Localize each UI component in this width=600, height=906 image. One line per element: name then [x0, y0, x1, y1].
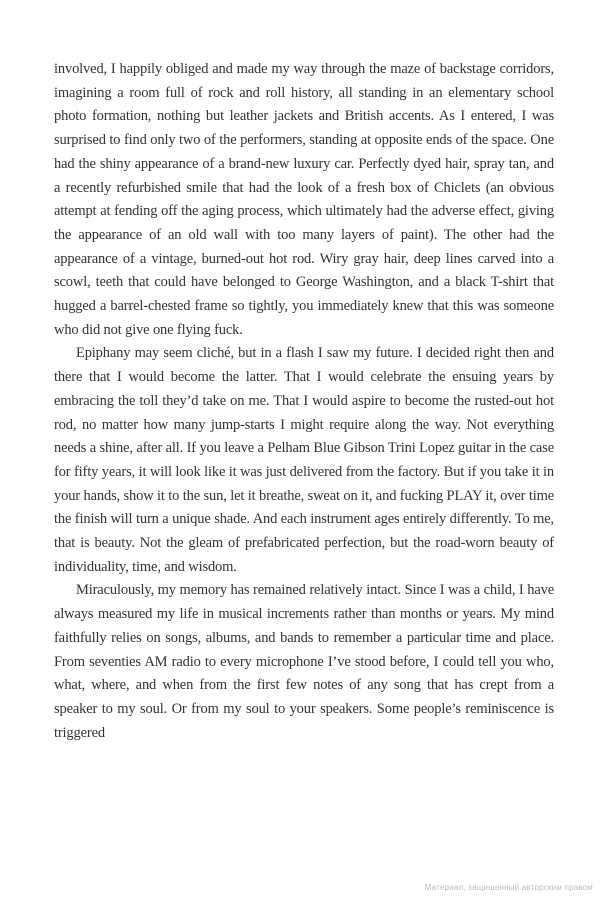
- paragraph-memory: Miraculously, my memory has remained relatively intact. Since I was a child, I have always measured my life in musical increments rather than months or years. My mind faithfully relies on songs, albums, and bands to remember a particular time and place. From seventies AM radio to every microphone I’ve stood before, I could tell you who, what, where, and when from the first few notes of any song that has crept from a speaker to my soul. Or from my soul to your speakers. Some people’s reminiscence is triggered: [54, 582, 554, 741]
- copyright-watermark: Материал, защищенный авторским правом: [424, 883, 593, 892]
- body-text: [54, 58, 554, 745]
- paragraph-continuation: involved, I happily obliged and made my way through the maze of backstage corridors, imagining a room full of rock and roll history, all standing in an elementary school photo formation, nothing but leather jackets and British accents. As I entered, I was surprised to find only two of the performers, standing at opposite ends of the space. One had the shiny appearance of a brand-new luxury car. Perfectly dyed hair, spray tan, and a recently refurbished smile that had the look of a fresh box of Chiclets (an obvious attempt at fending off the aging process, which ultimately had the adverse effect, giving the appearance of an old wall with too many layers of paint). The other had the appearance of a vintage, burned-out hot rod. Wiry gray hair, deep lines carved into a scowl, teeth that could have belonged to George Washington, and a black T-shirt that hugged a barrel-chested frame so tightly, you immediately knew that this was someone who did not give one flying fuck.: [54, 61, 554, 338]
- paragraph-epiphany: Epiphany may seem cliché, but in a flash I saw my future. I decided right then and there that I would become the latter. That I would celebrate the ensuing years by embracing the toll they’d take on me. That I would aspire to become the rusted-out hot rod, no matter how many jump-starts I might require along the way. Not everything needs a shine, after all. If you leave a Pelham Blue Gibson Trini Lopez guitar in the case for fifty years, it will look like it was just delivered from the factory. But if you take it in your hands, show it to the sun, let it breathe, sweat on it, and fucking PLAY it, over time the finish will turn a unique shade. And each instrument ages entirely differently. To me, that is beauty. Not the gleam of prefabricated perfection, but the road-worn beauty of individuality, time, and wisdom.: [54, 345, 554, 575]
